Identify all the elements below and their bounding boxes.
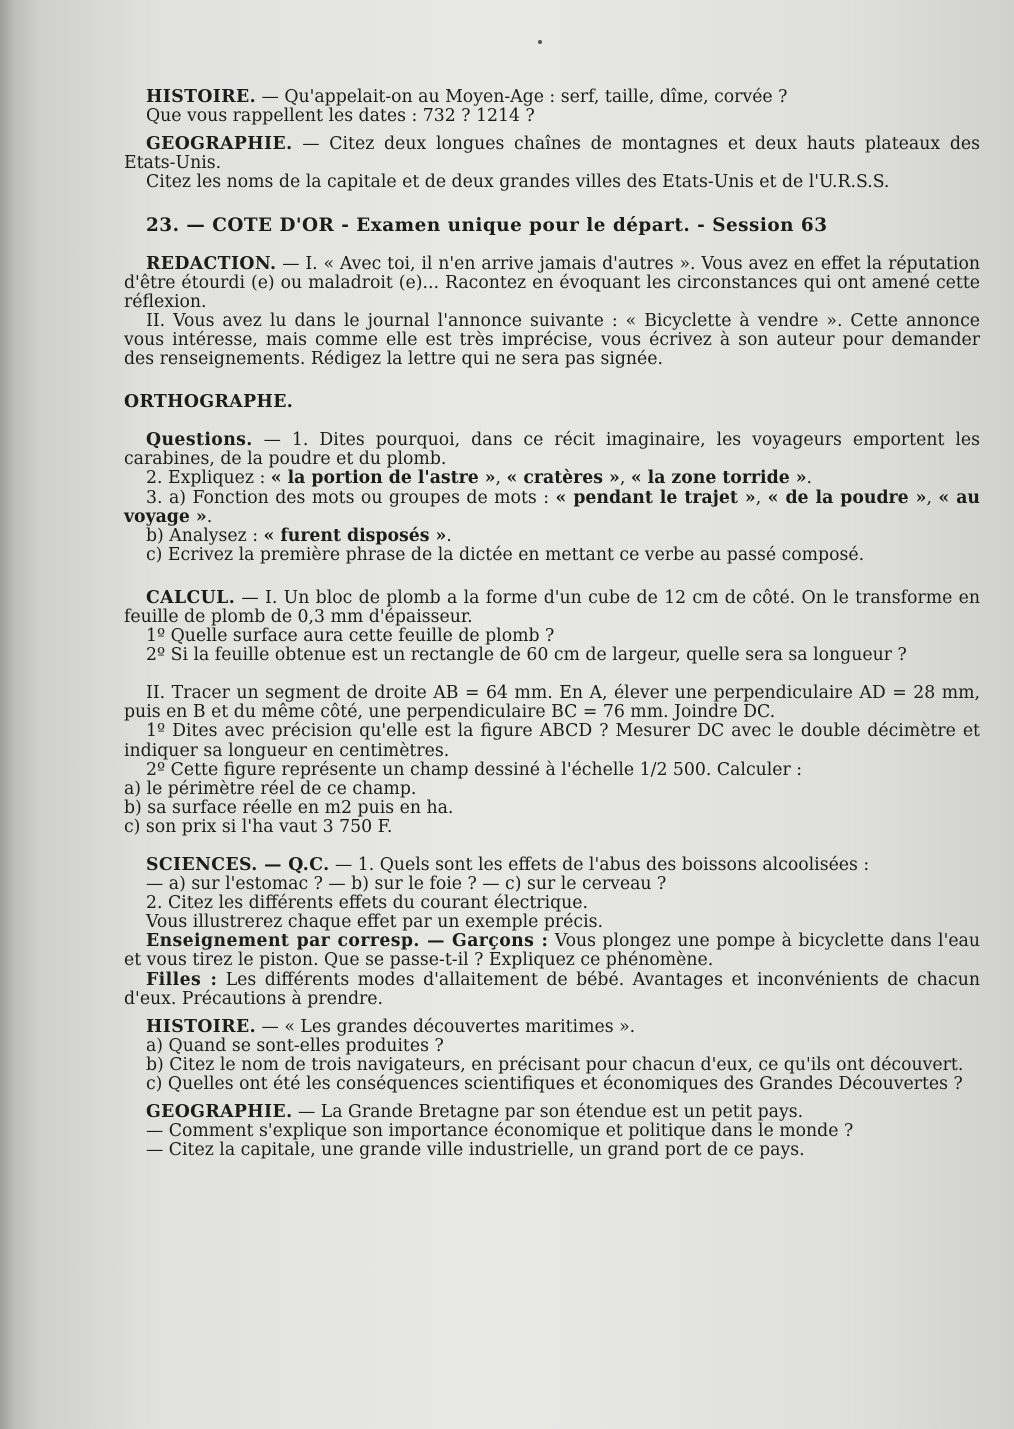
q3-prefix: 3. a) Fonction des mots ou groupes de mots : xyxy=(146,487,556,508)
q2-term-1: « la portion de l'astre » xyxy=(270,468,496,489)
redaction-text2: II. Vous avez lu dans le journal l'annonce suivante : « Bicyclette à vendre ». Cette annonce vous intéresse, mais comme elle est très imprécise, vous écrivez à son auteur pour demander des renseignements. Rédigez la lettre qui ne sera pas signée. xyxy=(124,310,980,370)
qb-end: . xyxy=(446,525,452,546)
orthographe-q2 xyxy=(124,469,980,488)
q2-sep-2: , xyxy=(619,468,631,489)
q3-term-2: « de la poudre » xyxy=(767,487,927,508)
geographie-2-paragraph xyxy=(124,1103,980,1122)
calcul-p6: 2º Cette figure représente un champ dessiné à l'échelle 1/2 500. Calculer : xyxy=(146,759,803,780)
geographie-1-heading: GEOGRAPHIE. xyxy=(146,134,293,155)
sciences-corresp xyxy=(124,932,980,970)
sciences-heading: SCIENCES. — Q.C. xyxy=(146,855,330,875)
histoire-1-paragraph xyxy=(124,88,980,107)
filles-label: Filles : xyxy=(146,969,218,990)
orthographe-qc: c) Ecrivez la première phrase de la dictée en mettant ce verbe au passé composé. xyxy=(146,544,865,565)
redaction-text1: — I. « Avec toi, il n'en arrive jamais d'autres ». Vous avez en effet la réputation d'être étourdi (e) ou maladroit (e)... Racontez en évoquant les circonstances qui ont amené cette réflexion. xyxy=(124,253,980,312)
q3-end: . xyxy=(206,506,213,527)
geographie-2-p1: — La Grande Bretagne par son étendue est un petit pays. xyxy=(292,1102,804,1123)
calcul-heading: CALCUL. xyxy=(146,587,236,608)
q2-prefix: 2. Expliquez : xyxy=(146,468,271,489)
histoire-2-p4: c) Quelles ont été les conséquences scientifiques et économiques des Grandes Découvertes ? xyxy=(146,1074,963,1095)
calcul-p3: 2º Si la feuille obtenue est un rectangle de 60 cm de largeur, quelle sera sa longueur ? xyxy=(146,645,907,666)
calcul-paragraph xyxy=(124,589,980,627)
histoire-1-line2: Que vous rappellent les dates : 732 ? 1214 ? xyxy=(146,106,535,127)
q3-sep-2: , xyxy=(926,487,939,508)
histoire-2-p2: a) Quand se sont-elles produites ? xyxy=(146,1035,444,1056)
corresp-label: Enseignement par corresp. — Garçons : xyxy=(146,931,549,952)
histoire-1-line1: — Qu'appelait-on au Moyen-Age : serf, taille, dîme, corvée ? xyxy=(256,87,788,107)
sciences-paragraph xyxy=(124,856,980,875)
redaction-heading: REDACTION. xyxy=(146,253,277,274)
page-content xyxy=(124,88,980,1160)
questions-label: Questions. xyxy=(146,430,253,451)
calcul-p9: c) son prix si l'ha vaut 3 750 F. xyxy=(124,816,393,837)
calcul-p4: II. Tracer un segment de droite AB = 64 mm. En A, élever une perpendiculaire AD = 28 mm, puis en B et du même côté, une perpendiculaire BC = 76 mm. Joindre DC. xyxy=(124,683,980,723)
q2-sep-1: , xyxy=(495,468,507,489)
q2-term-2: « cratères » xyxy=(506,468,620,489)
geographie-2-p2: — Comment s'explique son importance économique et politique dans le monde ? xyxy=(146,1121,854,1142)
sciences-p1: — 1. Quels sont les effets de l'abus des boissons alcoolisées : xyxy=(329,855,870,875)
calcul-p5: 1º Dites avec précision qu'elle est la figure ABCD ? Mesurer DC avec le double décimètre et indiquer sa longueur en centimètres. xyxy=(124,721,980,761)
histoire-2-p3: b) Citez le nom de trois navigateurs, en précisant pour chacun d'eux, ce qu'ils ont découvert. xyxy=(146,1054,964,1075)
orthographe-q1 xyxy=(124,431,980,469)
redaction-paragraph xyxy=(124,255,980,312)
calcul-p7: a) le périmètre réel de ce champ. xyxy=(124,778,417,799)
histoire-2-p1: — « Les grandes découvertes maritimes ». xyxy=(256,1016,636,1037)
q2-end: . xyxy=(806,468,813,489)
geographie-1-paragraph xyxy=(124,135,980,173)
geographie-1-text1: — Citez deux longues chaînes de montagnes et deux hauts plateaux des Etats-Unis. xyxy=(124,134,980,174)
orthographe-heading: ORTHOGRAPHE. xyxy=(124,392,294,413)
orthographe-q1-text: — 1. Dites pourquoi, dans ce récit imaginaire, les voyageurs emportent les carabines, de la poudre et du plomb. xyxy=(124,430,980,470)
histoire-1-heading: HISTOIRE. xyxy=(146,87,257,107)
filles-text: Les différents modes d'allaitement de bébé. Avantages et inconvénients de chacun d'eux. Précautions à prendre. xyxy=(124,969,980,1009)
sciences-p2: — a) sur l'estomac ? — b) sur le foie ? — c) sur le cerveau ? xyxy=(146,874,667,895)
orthographe-qb xyxy=(124,527,980,546)
calcul-p1: — I. Un bloc de plomb a la forme d'un cube de 12 cm de côté. On le transforme en feuille de plomb de 0,3 mm d'épaisseur. xyxy=(124,587,980,627)
histoire-2-paragraph xyxy=(124,1018,980,1037)
geographie-2-p3: — Citez la capitale, une grande ville industrielle, un grand port de ce pays. xyxy=(146,1140,805,1161)
geographie-1-text2: Citez les noms de la capitale et de deux grandes villes des Etats-Unis et de l'U.R.S.S. xyxy=(146,172,890,193)
calcul-p2: 1º Quelle surface aura cette feuille de plomb ? xyxy=(146,626,555,647)
histoire-2-heading: HISTOIRE. xyxy=(146,1016,257,1037)
qb-prefix: b) Analysez : xyxy=(146,525,264,546)
qb-term-1: « furent disposés » xyxy=(263,525,447,546)
corresp-text: Vous plongez une pompe à bicyclette dans l'eau et vous tirez le piston. Que se passe-t-il ? Expliquez ce phénomène. xyxy=(124,931,980,971)
q2-term-3: « la zone torride » xyxy=(630,468,807,489)
sciences-filles xyxy=(124,971,980,1009)
speck xyxy=(538,40,542,44)
orthographe-q3 xyxy=(124,489,980,527)
section-title: 23. — COTE D'OR - Examen unique pour le départ. - Session 63 xyxy=(146,215,828,237)
q3-sep-1: , xyxy=(755,487,768,508)
q3-term-3: « au voyage » xyxy=(124,487,980,527)
sciences-p4: Vous illustrerez chaque effet par un exemple précis. xyxy=(146,912,603,933)
calcul-p8: b) sa surface réelle en m2 puis en ha. xyxy=(124,797,454,818)
geographie-2-heading: GEOGRAPHIE. xyxy=(146,1102,293,1123)
sciences-p3: 2. Citez les différents effets du courant électrique. xyxy=(146,893,589,914)
q3-term-1: « pendant le trajet » xyxy=(555,487,756,508)
